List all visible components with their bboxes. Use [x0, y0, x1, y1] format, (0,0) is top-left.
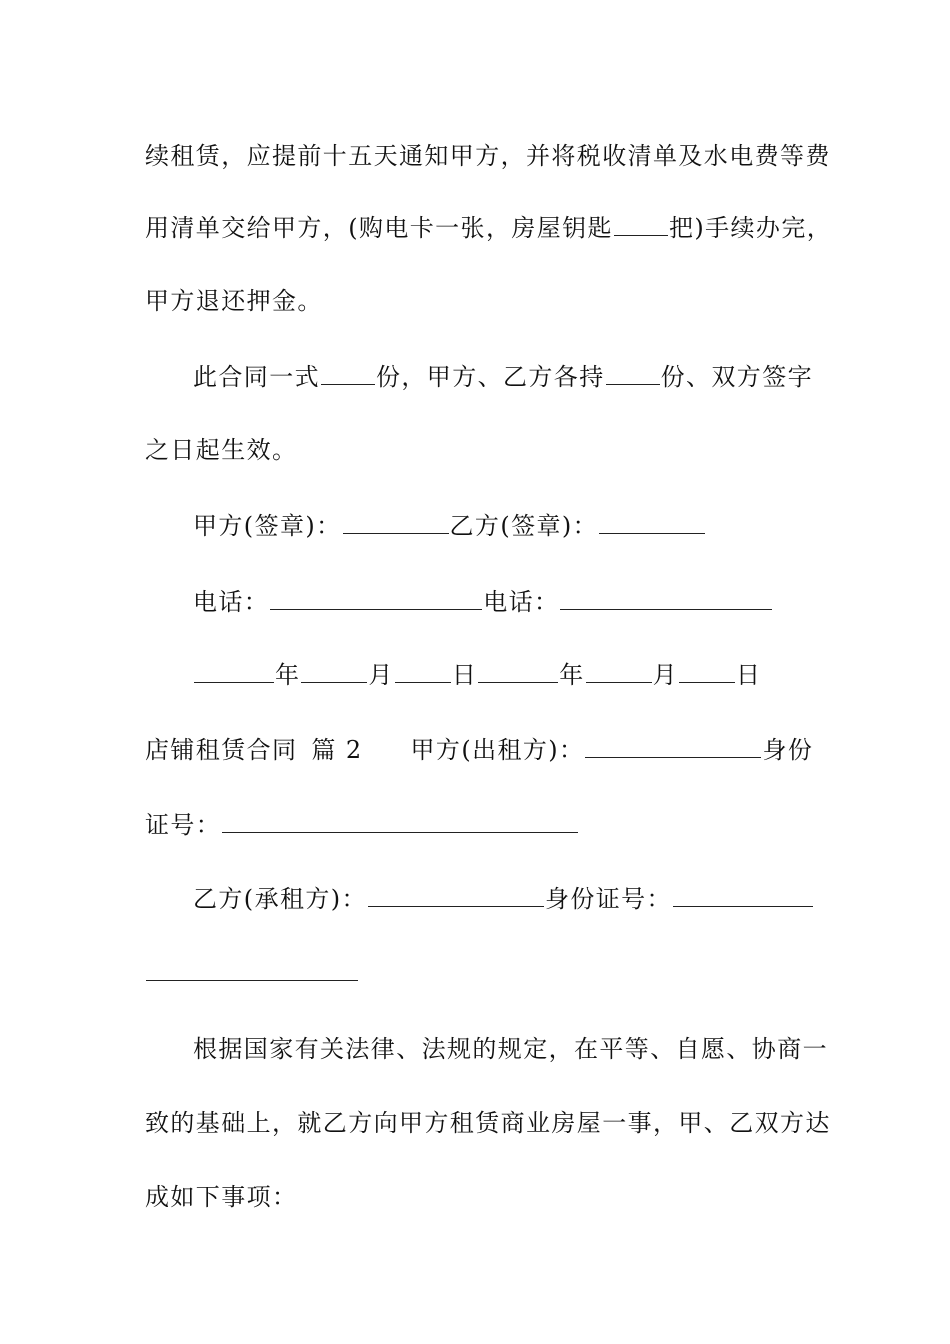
date-line — [193, 660, 761, 690]
text-segment: 用清单交给甲方，(购电卡一张，房屋钥匙 — [145, 214, 613, 242]
text-segment: 份、双方签字 — [660, 363, 814, 391]
paragraph-line — [145, 141, 831, 171]
fill-blank — [614, 213, 668, 236]
phone-line — [193, 587, 773, 617]
text-line: 成如下事项： — [145, 1183, 298, 1211]
fill-blank — [606, 362, 660, 385]
section-heading-line — [145, 735, 813, 765]
fill-blank — [673, 884, 813, 907]
fill-blank — [478, 660, 558, 683]
fill-blank — [321, 362, 375, 385]
fill-blank — [146, 958, 358, 981]
fill-blank — [586, 660, 652, 683]
id-label: 证号： — [145, 811, 222, 839]
paragraph-line — [145, 435, 297, 465]
paragraph-line — [145, 286, 323, 316]
section-number: 篇 2 — [311, 736, 363, 764]
day-label: 日 — [451, 661, 478, 689]
paragraph-line — [193, 362, 813, 392]
lessee-line — [193, 884, 814, 914]
fill-blank — [560, 587, 772, 610]
text-line: 致的基础上，就乙方向甲方租赁商业房屋一事，甲、乙双方达 — [145, 1109, 831, 1137]
fill-blank — [343, 511, 449, 534]
signature-line — [193, 511, 706, 541]
text-segment: 把)手续办完， — [668, 214, 833, 242]
day-label: 日 — [736, 661, 762, 689]
party-a-sign-label: 甲方(签章)： — [193, 512, 342, 540]
fill-blank — [301, 660, 367, 683]
year-label: 年 — [275, 661, 301, 689]
text-line: 根据国家有关法律、法规的规定，在平等、自愿、协商一 — [193, 1035, 828, 1063]
fill-blank — [194, 660, 274, 683]
phone-label: 电话： — [483, 588, 560, 616]
fill-blank — [679, 660, 735, 683]
paragraph-line — [145, 1108, 831, 1138]
lessee-label: 乙方(承租方)： — [193, 885, 367, 913]
id-label: 身份 — [762, 736, 814, 764]
blank-continuation-line — [145, 958, 359, 988]
month-label: 月 — [652, 661, 679, 689]
fill-blank — [599, 511, 705, 534]
fill-blank — [270, 587, 482, 610]
text-line: 续租赁，应提前十五天通知甲方，并将税收清单及水电费等费 — [145, 142, 831, 170]
fill-blank — [222, 810, 578, 833]
lessor-label: 甲方(出租方)： — [410, 736, 585, 764]
text-line: 之日起生效。 — [145, 436, 298, 464]
fill-blank — [585, 735, 761, 758]
text-segment: 份，甲方、乙方各持 — [376, 363, 605, 391]
fill-blank — [368, 884, 544, 907]
paragraph-line — [145, 1182, 297, 1212]
paragraph-line — [193, 1034, 828, 1064]
paragraph-line — [145, 213, 832, 243]
text-line: 甲方退还押金。 — [145, 287, 323, 315]
section-title: 店铺租赁合同 — [145, 736, 298, 764]
lessee-id-label: 身份证号： — [544, 885, 672, 913]
party-b-sign-label: 乙方(签章)： — [449, 512, 599, 540]
paragraph-line — [145, 810, 579, 840]
text-segment: 此合同一式 — [193, 363, 320, 391]
phone-label: 电话： — [193, 588, 270, 616]
year-label: 年 — [559, 661, 585, 689]
month-label: 月 — [368, 661, 394, 689]
fill-blank — [395, 660, 451, 683]
